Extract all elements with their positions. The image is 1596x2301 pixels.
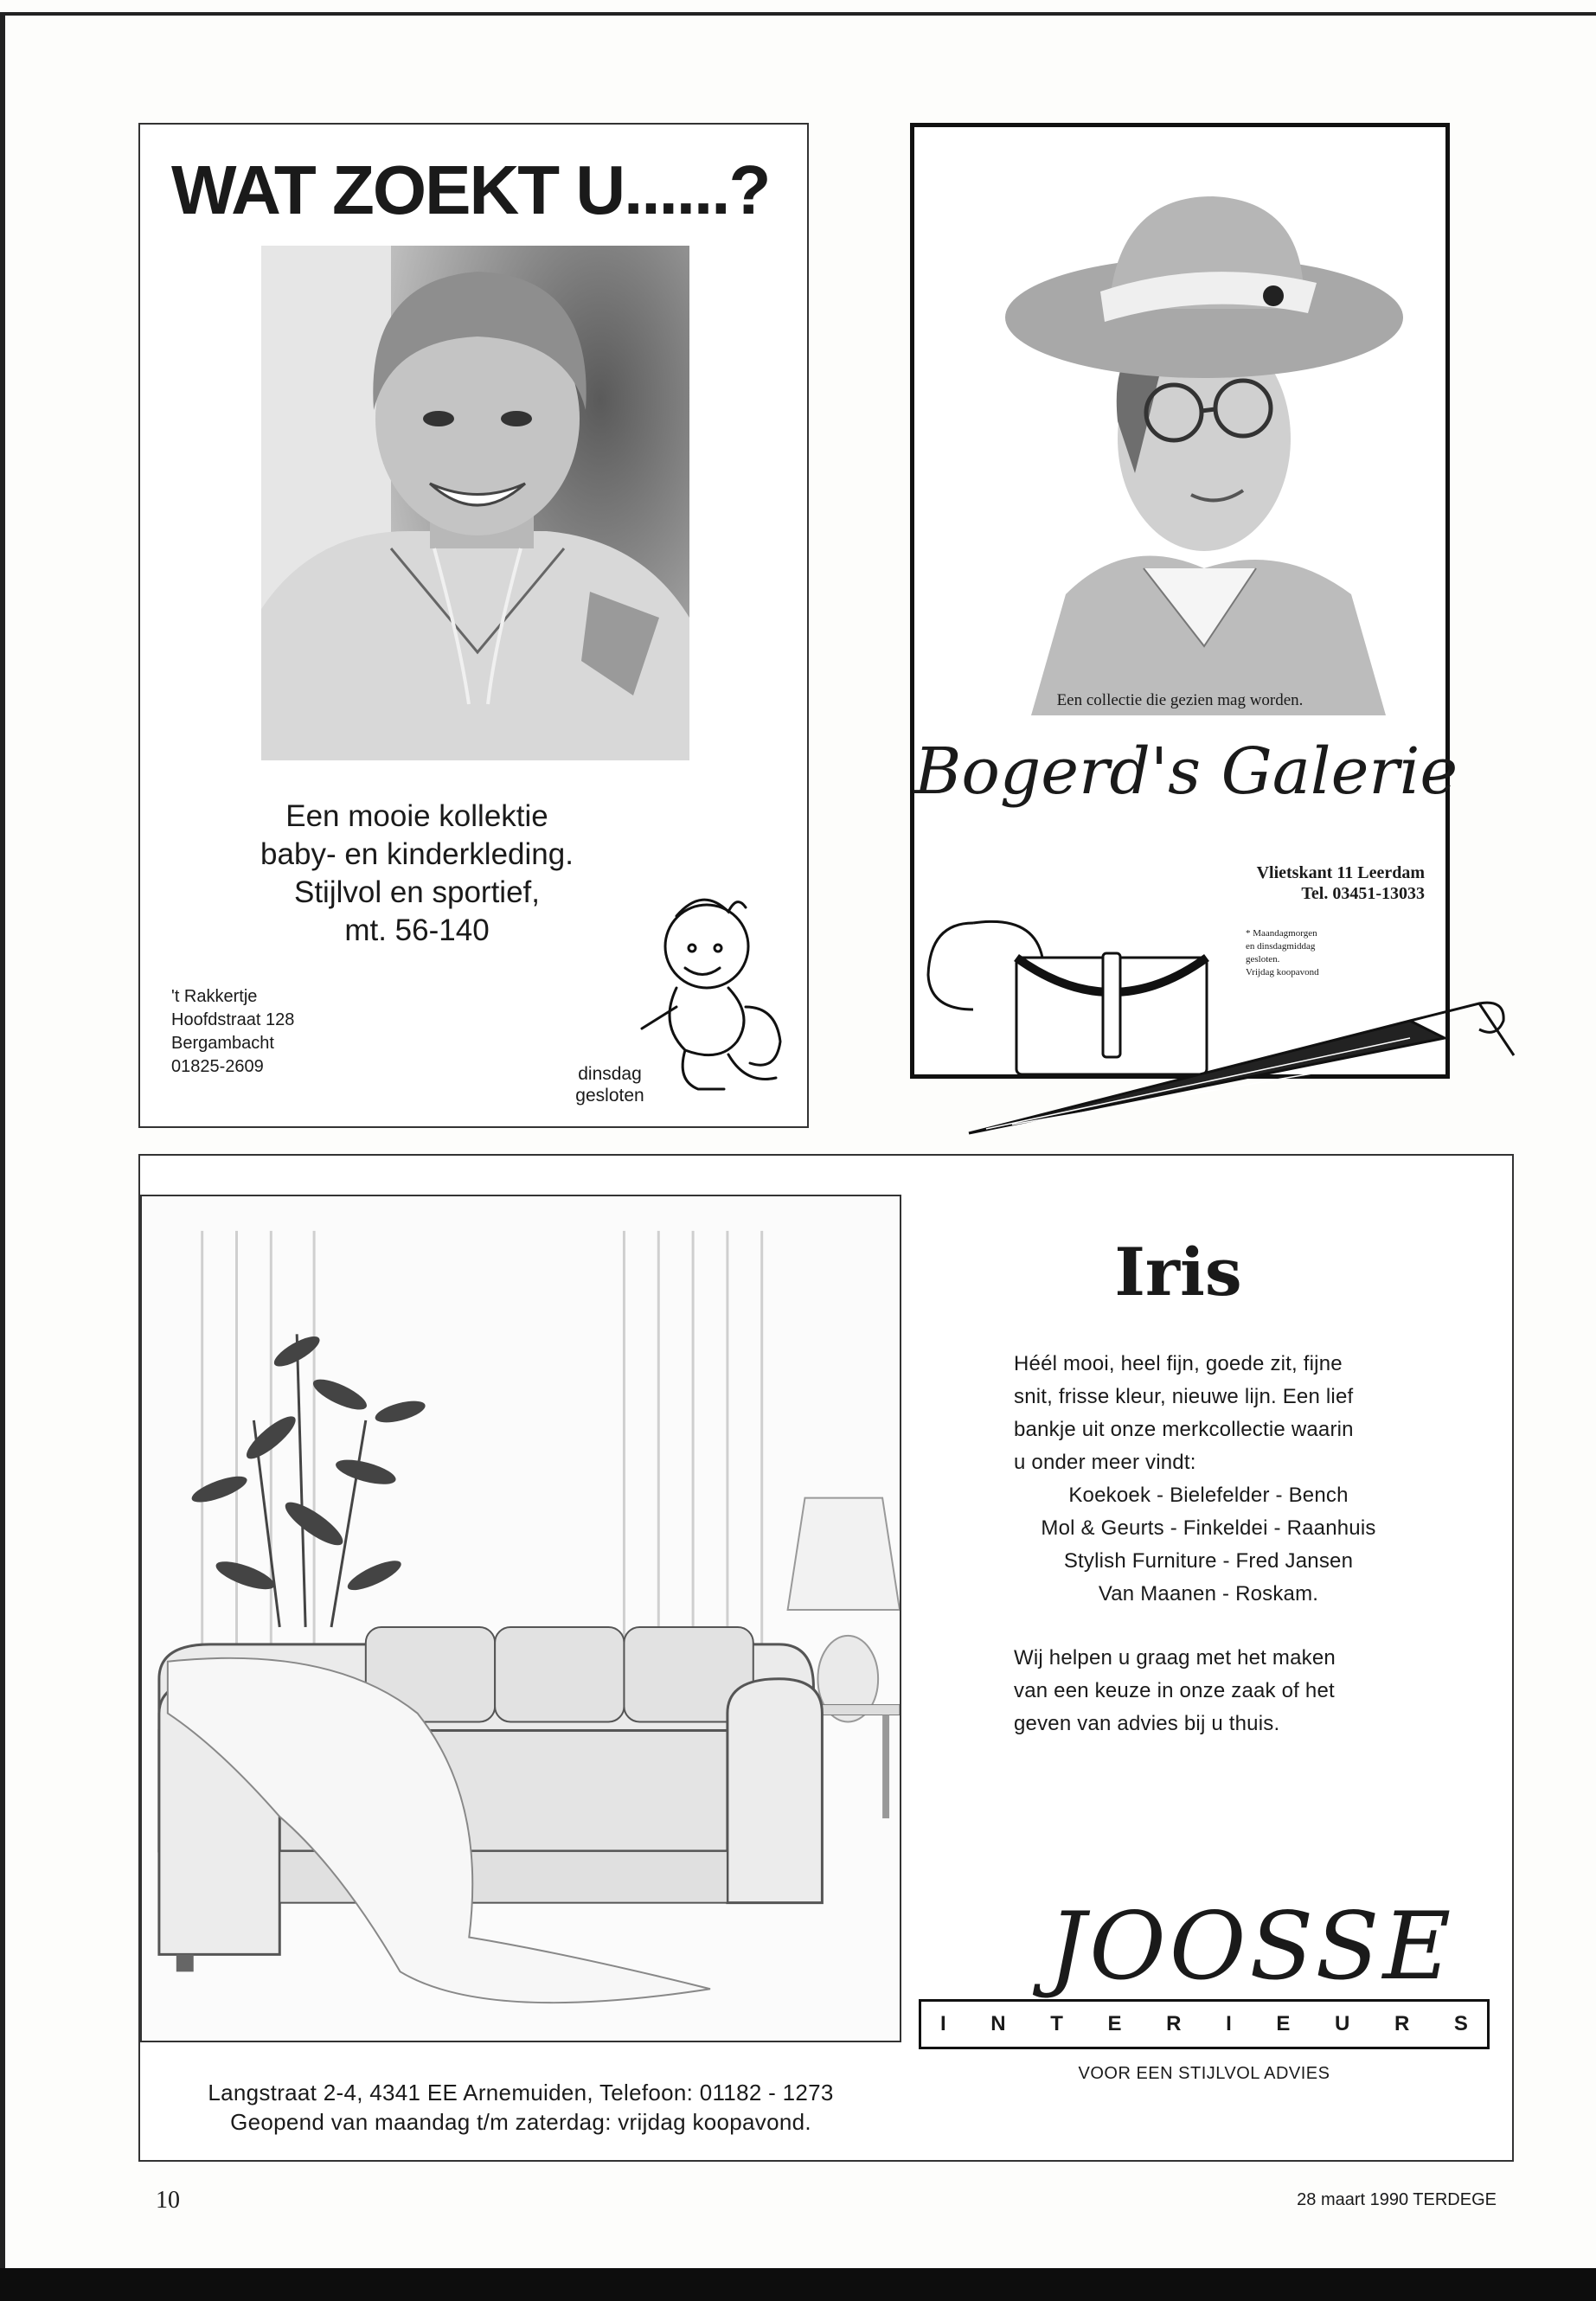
page-border-top: [0, 12, 1596, 16]
slogan: VOOR EEN STIJLVOL ADVIES: [1078, 2064, 1330, 2083]
brand-list-item: Stylish Furniture - Fred Jansen: [1063, 1549, 1354, 1573]
woman-in-hat-photo: [997, 162, 1403, 715]
brand-list-item: Van Maanen - Roskam.: [1098, 1582, 1319, 1606]
joosse-logo-script: JOOSSE: [1048, 1893, 1455, 2001]
ad-rakkertje: [138, 123, 809, 1128]
umbrella-illustration: [960, 986, 1522, 1142]
ad-tagline: Een collectie die gezien mag worden.: [1056, 691, 1304, 709]
product-description: Héél mooi, heel fijn, goede zit, fijne snit, frisse kleur, nieuwe lijn. Een lief bankje uit onze merkcollectie waarin u onder meer vindt: Koekoek - Bielefelder - Bench Mol & Geurts - Finkeldei - Raanhuis Stylish Furniture - Fred Jansen Van Maanen - Roskam. Wij helpen u graag met het maken van een keuze in onze zaak of het geven van advies bij u thuis.: [1014, 1348, 1403, 1740]
shop-address: 't Rakkertje Hoofdstraat 128 Bergambacht 01825-2609: [171, 987, 295, 1076]
shop-address: Vlietskant 11 Leerdam Tel. 03451-13033: [1256, 863, 1425, 903]
ad-headline: WAT ZOEKT U......?: [171, 151, 770, 228]
sofa-illustration: [140, 1195, 901, 2042]
cartoon-child-illustration: [625, 877, 798, 1111]
brand-logo: Bogerd's Galerie: [914, 734, 1458, 809]
ad-copy: Een mooie kollektie baby- en kinderkleding. Stijlvol en sportief, mt. 56-140: [260, 799, 574, 947]
child-photo: [261, 246, 689, 760]
brand-list-item: Koekoek - Bielefelder - Bench: [1068, 1484, 1349, 1507]
product-title: Iris: [1114, 1234, 1242, 1311]
shop-address: Langstraat 2-4, 4341 EE Arnemuiden, Telefoon: 01182 - 1273 Geopend van maandag t/m zaterdag: vrijdag koopavond.: [208, 2080, 834, 2135]
issue-date: 28 maart 1990 TERDEGE: [1297, 2190, 1497, 2209]
brand-list-item: Mol & Geurts - Finkeldei - Raanhuis: [1041, 1516, 1376, 1540]
page-border-left: [0, 12, 5, 2301]
page-number: 10: [156, 2187, 180, 2214]
interieurs-logo-bar: I N T E R I E U R S: [919, 1999, 1490, 2049]
closed-note: dinsdag gesloten: [575, 1064, 644, 1106]
opening-hours: * Maandagmorgen en dinsdagmiddag gesloten. Vrijdag koopavond: [1246, 928, 1319, 977]
ad-bogerds-galerie: [910, 123, 1458, 1079]
page-border-bottom: [0, 2268, 1596, 2301]
ad-joosse-interieurs: [138, 1154, 1514, 2162]
